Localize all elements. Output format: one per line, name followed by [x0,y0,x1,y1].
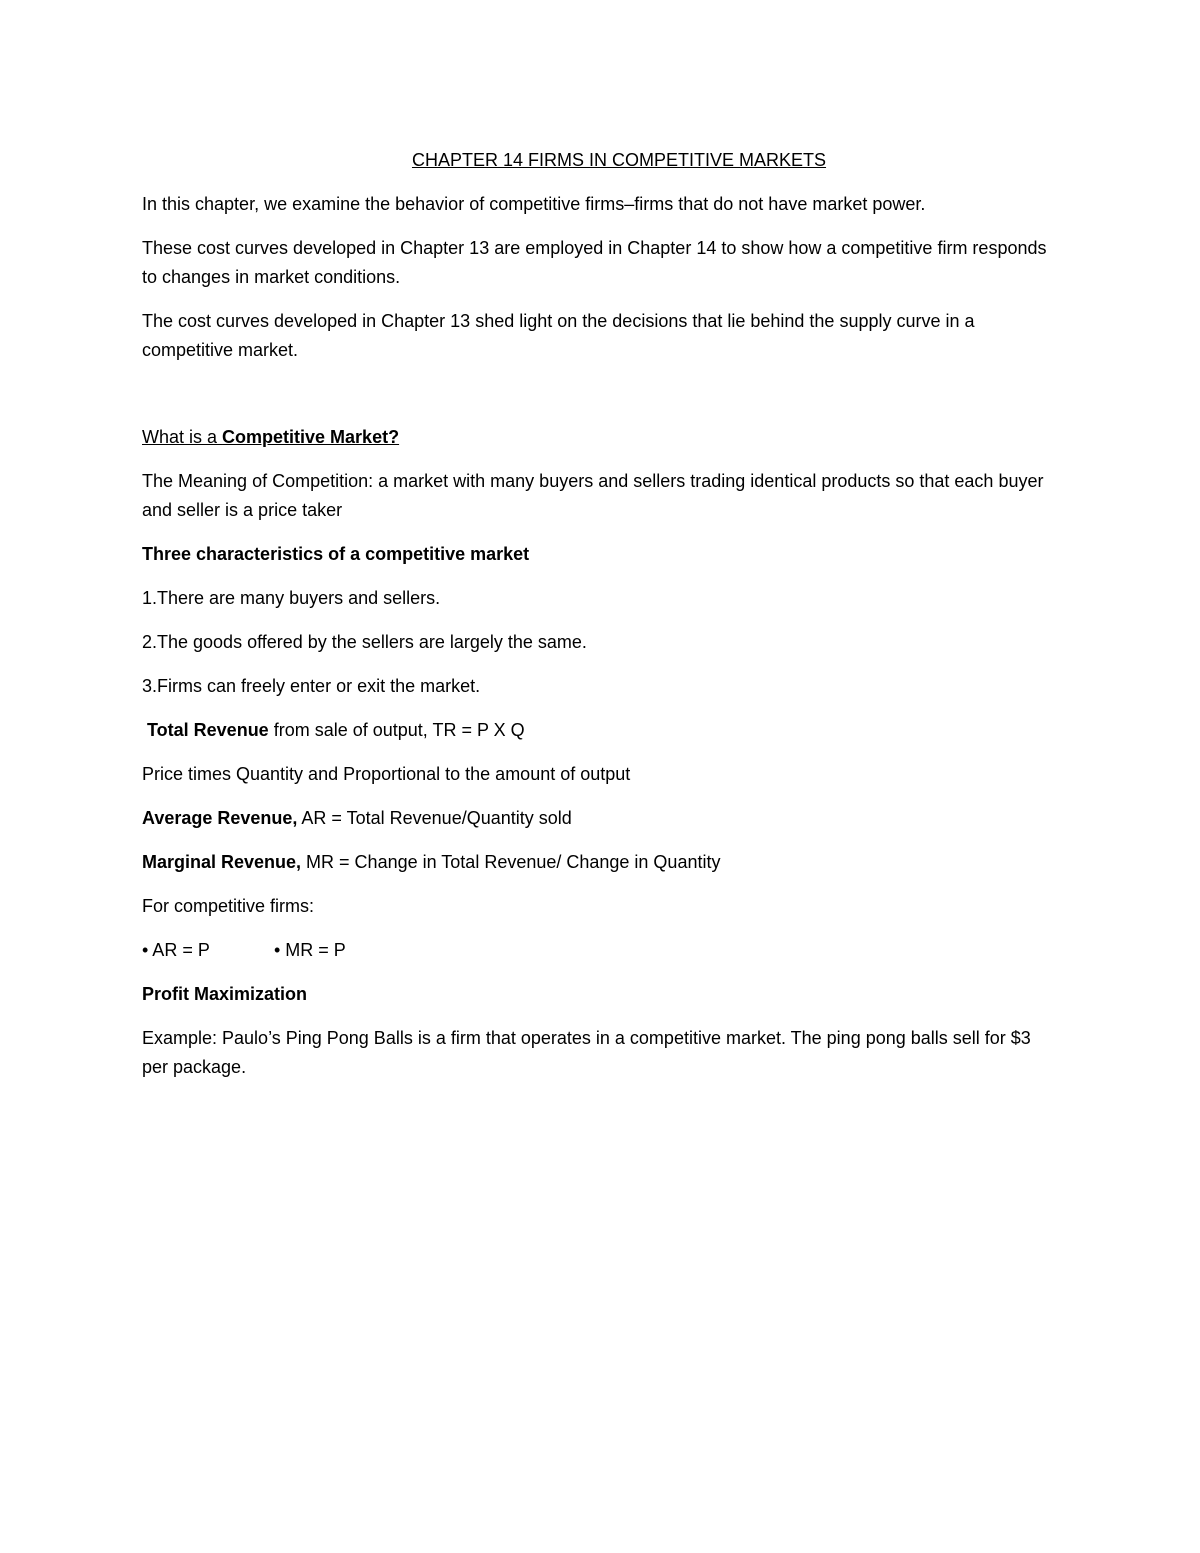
total-revenue-definition: from sale of output, TR = P X Q [268,720,525,740]
intro-paragraph-3: The cost curves developed in Chapter 13 shed light on the decisions that lie behind the supply curve in a competitive market. [142,311,975,360]
intro-paragraph-2: These cost curves developed in Chapter 13 are employed in Chapter 14 to show how a competitive firm responds to changes in market conditions. [142,238,1047,287]
bullet-row [142,936,1060,965]
price-times-quantity: Price times Quantity and Proportional to the amount of output [142,764,631,784]
total-revenue-term: Total Revenue [147,720,269,740]
section-heading-competitive-market [142,423,1060,452]
section-heading-prefix: What is a [142,427,223,447]
profit-maximization-heading: Profit Maximization [142,984,308,1004]
bullet-ar: • AR = P [142,940,210,960]
average-revenue-definition: AR = Total Revenue/Quantity sold [297,808,572,828]
example-paragraph: Example: Paulo’s Ping Pong Balls is a firm that operates in a competitive market. The ping pong balls sell for $3 per package. [142,1028,1031,1077]
average-revenue-term: Average Revenue, [142,808,298,828]
bullet-mr: • MR = P [274,940,346,960]
document-body [142,146,1060,1097]
chapter-title: CHAPTER 14 FIRMS IN COMPETITIVE MARKETS [411,150,827,170]
for-competitive-firms: For competitive firms: [142,896,315,916]
marginal-revenue-term: Marginal Revenue, [142,852,302,872]
section-heading-bold: Competitive Market? [222,427,400,447]
average-revenue-line [142,804,1060,833]
marginal-revenue-line [142,848,1060,877]
characteristics-heading: Three characteristics of a competitive market [142,544,530,564]
intro-paragraph-1: In this chapter, we examine the behavior of competitive firms–firms that do not have market power. [142,194,926,214]
characteristic-item: 2.The goods offered by the sellers are largely the same. [142,632,587,652]
characteristic-item: 3.Firms can freely enter or exit the market. [142,676,481,696]
total-revenue-line [142,716,1060,745]
characteristic-item: 1.There are many buyers and sellers. [142,588,441,608]
meaning-of-competition: The Meaning of Competition: a market with many buyers and sellers trading identical products so that each buyer and seller is a price taker [142,471,1044,520]
marginal-revenue-definition: MR = Change in Total Revenue/ Change in Quantity [301,852,721,872]
